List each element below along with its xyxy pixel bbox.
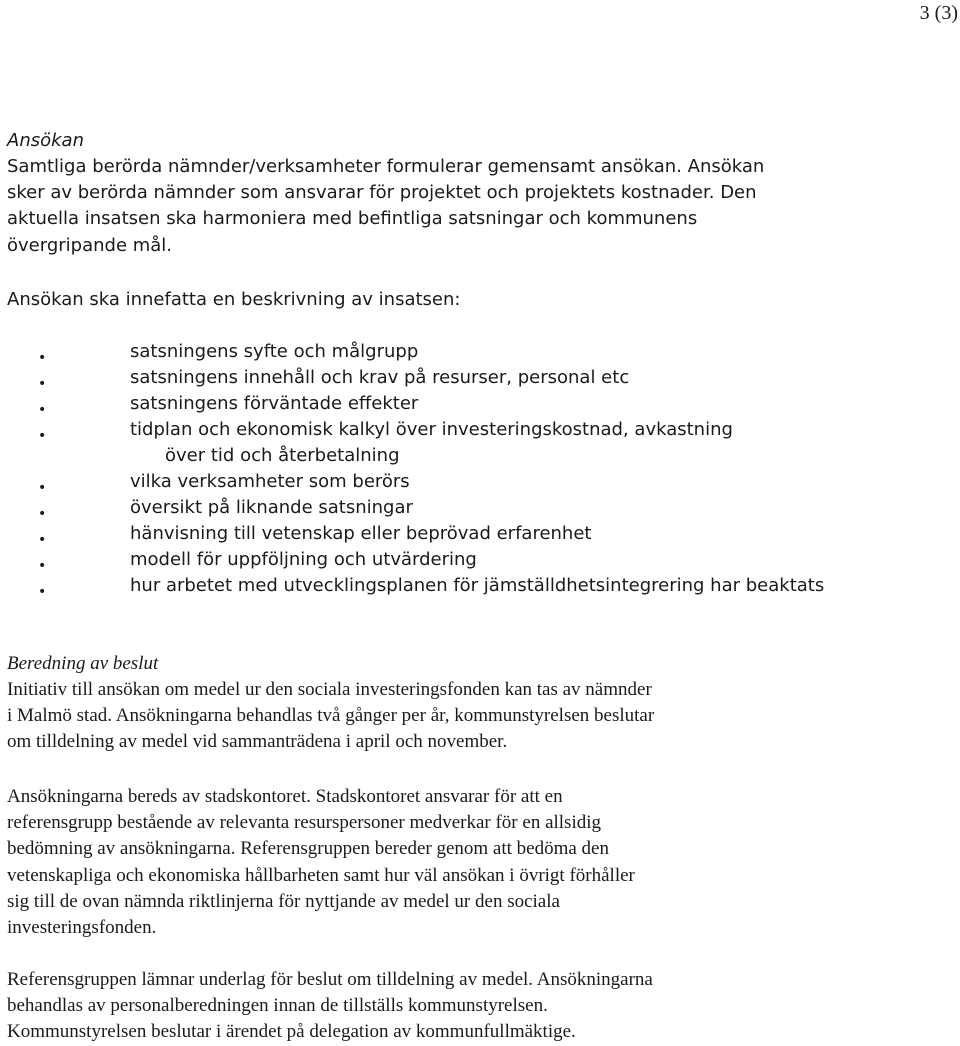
beredning-paragraph-2 bbox=[7, 784, 957, 941]
text-line: övergripande mål. bbox=[7, 234, 173, 256]
text-line: Samtliga berörda nämnder/verksamheter formulerar gemensamt ansökan. Ansökan bbox=[7, 156, 765, 177]
text-line: behandlas av personalberedningen innan de tillställs kommunstyrelsen. bbox=[7, 995, 548, 1017]
page-number: 3 (3) bbox=[919, 2, 958, 24]
text-line: Initiativ till ansökan om medel ur den sociala investeringsfonden kan tas av nämnder bbox=[7, 679, 652, 700]
bullet-icon: • bbox=[38, 506, 47, 522]
text-line: Ansökan ska innefatta en beskrivning av insatsen: bbox=[7, 289, 461, 310]
beredning-paragraph-3 bbox=[7, 967, 957, 1046]
bullet-icon: • bbox=[38, 480, 47, 496]
beredning-paragraph-1 bbox=[7, 677, 957, 756]
ansokan-intro bbox=[7, 287, 957, 313]
bullet-icon: • bbox=[38, 584, 47, 600]
text-line: aktuella insatsen ska harmoniera med befintliga satsningar och kommunens bbox=[7, 208, 698, 230]
text-line: Referensgruppen lämnar underlag för beslut om tilldelning av medel. Ansökningarna bbox=[7, 969, 653, 990]
text-line: om tilldelning av medel vid sammanträdena i april och november. bbox=[7, 731, 508, 753]
bullet-icon: • bbox=[38, 532, 47, 548]
section-heading-beredning: Beredning av beslut bbox=[7, 653, 159, 674]
text-line: Ansökningarna bereds av stadskontoret. Stadskontoret ansvarar för att en bbox=[7, 786, 563, 807]
text-line: bedömning av ansökningarna. Referensgruppen bereder genom att bedöma den bbox=[7, 838, 609, 860]
bullet-icon: • bbox=[38, 376, 47, 392]
bullet-icon: • bbox=[38, 428, 47, 444]
text-line: Kommunstyrelsen beslutar i ärendet på delegation av kommunfullmäktige. bbox=[7, 1021, 576, 1043]
bullet-icon: • bbox=[38, 558, 47, 574]
section-heading-ansokan: Ansökan bbox=[7, 130, 84, 151]
text-line: vetenskapliga och ekonomiska hållbarheten samt hur väl ansökan i övrigt förhåller bbox=[7, 864, 635, 886]
bullet-icon: • bbox=[38, 350, 47, 366]
text-line: investeringsfonden. bbox=[7, 917, 157, 939]
bullet-icon: • bbox=[38, 402, 47, 418]
text-line: i Malmö stad. Ansökningarna behandlas två gånger per år, kommunstyrelsen beslutar bbox=[7, 705, 655, 727]
text-line: referensgrupp bestående av relevanta resurspersoner medverkar för en allsidig bbox=[7, 812, 602, 834]
text-line: sker av berörda nämnder som ansvarar för projektet och projektets kostnader. Den bbox=[7, 182, 757, 204]
text-line: sig till de ovan nämnda riktlinjerna för nyttjande av medel ur den sociala bbox=[7, 890, 560, 912]
ansokan-paragraph bbox=[7, 154, 957, 259]
